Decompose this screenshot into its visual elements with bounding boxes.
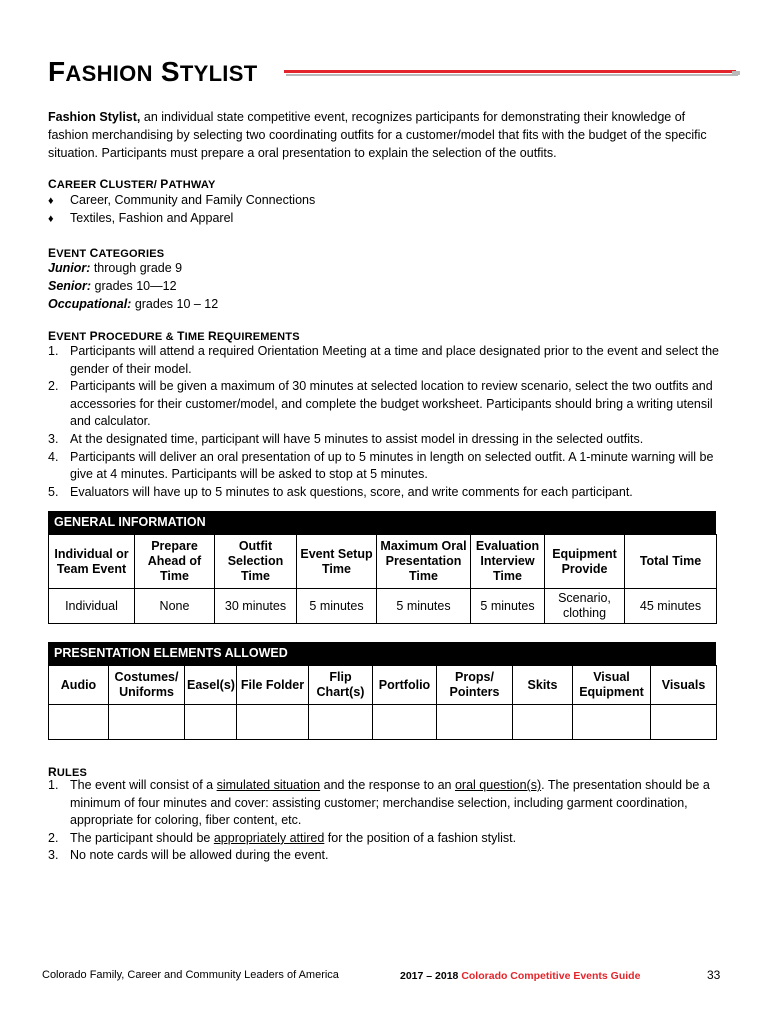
- category-senior: Senior: grades 10—12: [48, 279, 177, 293]
- table-cell: [49, 705, 109, 740]
- title-rule-shadow: [286, 74, 738, 76]
- list-item: 1. Participants will attend a required Orientation Meeting at a time and place designated prior to the event and select the gender of their model.: [48, 344, 719, 376]
- table-cell: [573, 705, 651, 740]
- table-cell: 30 minutes: [215, 589, 297, 624]
- career-item: ♦ Textiles, Fashion and Apparel: [48, 209, 233, 228]
- table-header-cell: File Folder: [237, 666, 309, 705]
- intro-paragraph: Fashion Stylist, an individual state competitive event, recognizes participants for demonstrating their knowledge of fashion merchandising by selecting two coordinating outfits for a customer/model that fits with the budget of the specific situation. Participants must prepare a oral presentation to explain the selection of the outfits.: [48, 110, 707, 160]
- footer-organization: Colorado Family, Career and Community Leaders of America: [42, 969, 339, 981]
- list-item: 5. Evaluators will have up to 5 minutes to ask questions, score, and write comments for each participant.: [48, 484, 633, 499]
- general-information-heading: GENERAL INFORMATION: [48, 511, 716, 534]
- list-item: 3. No note cards will be allowed during the event.: [48, 848, 329, 863]
- category-junior: Junior: through grade 9: [48, 261, 183, 275]
- event-categories-heading: EVENT CATEGORIES: [48, 246, 165, 260]
- list-item: 2. Participants will be given a maximum of 30 minutes at selected location to review scenario, select the two outfits and accessories for their customer/model, and complete the budget worksheet. Participants should bring a writing utensil and calculator.: [48, 379, 713, 429]
- presentation-elements-table: [48, 642, 716, 740]
- table-header-cell: Portfolio: [373, 666, 437, 705]
- presentation-elements-heading: PRESENTATION ELEMENTS ALLOWED: [48, 642, 716, 665]
- table-header-cell: Prepare Ahead of Time: [135, 535, 215, 589]
- table-header-cell: Props/ Pointers: [437, 666, 513, 705]
- table-row: [49, 589, 717, 624]
- table-cell: Scenario, clothing: [545, 589, 625, 624]
- footer-guide-title: 2017 – 2018 Colorado Competitive Events Guide: [400, 970, 641, 982]
- career-cluster-heading: CAREER CLUSTER/ PATHWAY: [48, 177, 216, 191]
- table-cell: [373, 705, 437, 740]
- table-cell: [109, 705, 185, 740]
- table-header-cell: Event Setup Time: [297, 535, 377, 589]
- table-header-cell: Evaluation Interview Time: [471, 535, 545, 589]
- table-header-cell: Maximum Oral Presentation Time: [377, 535, 471, 589]
- table-header-cell: Easel(s): [185, 666, 237, 705]
- career-item: ♦ Career, Community and Family Connections: [48, 191, 315, 210]
- diamond-bullet-icon: ♦: [48, 213, 54, 225]
- table-header-cell: Skits: [513, 666, 573, 705]
- table-cell: 5 minutes: [297, 589, 377, 624]
- table-row: [49, 705, 717, 740]
- table-cell: [651, 705, 717, 740]
- title-rule-end: [732, 71, 740, 75]
- procedure-list: [48, 343, 728, 501]
- table-header-cell: Outfit Selection Time: [215, 535, 297, 589]
- table-cell: 45 minutes: [625, 589, 717, 624]
- title-rule: [284, 70, 736, 73]
- general-information-table: [48, 511, 716, 624]
- table-cell: None: [135, 589, 215, 624]
- table-header-cell: Visual Equipment: [573, 666, 651, 705]
- table-header-cell: Audio: [49, 666, 109, 705]
- rules-list: [48, 777, 728, 865]
- list-item: 2. The participant should be appropriately attired for the position of a fashion stylist.: [48, 830, 517, 845]
- rules-heading: RULES: [48, 765, 88, 779]
- table-header-cell: Individual or Team Event: [49, 535, 135, 589]
- table-header-cell: Visuals: [651, 666, 717, 705]
- list-item: 1. The event will consist of a simulated situation and the response to an oral question(s). The presentation should be a minimum of four minutes and cover: assisting customer; merchandise selection, including garment coordination, appropriate for coloring, fiber content, etc.: [48, 778, 710, 828]
- table-cell: 5 minutes: [471, 589, 545, 624]
- table-cell: 5 minutes: [377, 589, 471, 624]
- page-title: FASHION STYLIST: [48, 56, 258, 87]
- table-header-cell: Costumes/ Uniforms: [109, 666, 185, 705]
- title-row: [48, 56, 738, 90]
- category-occupational: Occupational: grades 10 – 12: [48, 297, 219, 311]
- table-cell: [237, 705, 309, 740]
- page-number: 33: [707, 968, 721, 982]
- table-header-row: [49, 666, 717, 705]
- list-item: 4. Participants will deliver an oral presentation of up to 5 minutes in length on selected outfit. A 1-minute warning will be give at 4 minutes. Participants will be asked to stop at 5 minutes.: [48, 449, 714, 482]
- table-cell: [185, 705, 237, 740]
- table-header-cell: Flip Chart(s): [309, 666, 373, 705]
- table-cell: [309, 705, 373, 740]
- list-item: 3. At the designated time, participant will have 5 minutes to assist model in dressing in the selected outfits.: [48, 431, 644, 446]
- table-header-cell: Total Time: [625, 535, 717, 589]
- table-header-cell: Equipment Provide: [545, 535, 625, 589]
- table-cell: Individual: [49, 589, 135, 624]
- table-cell: [437, 705, 513, 740]
- table-header-row: [49, 535, 717, 589]
- event-procedure-heading: EVENT PROCEDURE & TIME REQUIREMENTS: [48, 329, 300, 343]
- diamond-bullet-icon: ♦: [48, 195, 54, 207]
- table-cell: [513, 705, 573, 740]
